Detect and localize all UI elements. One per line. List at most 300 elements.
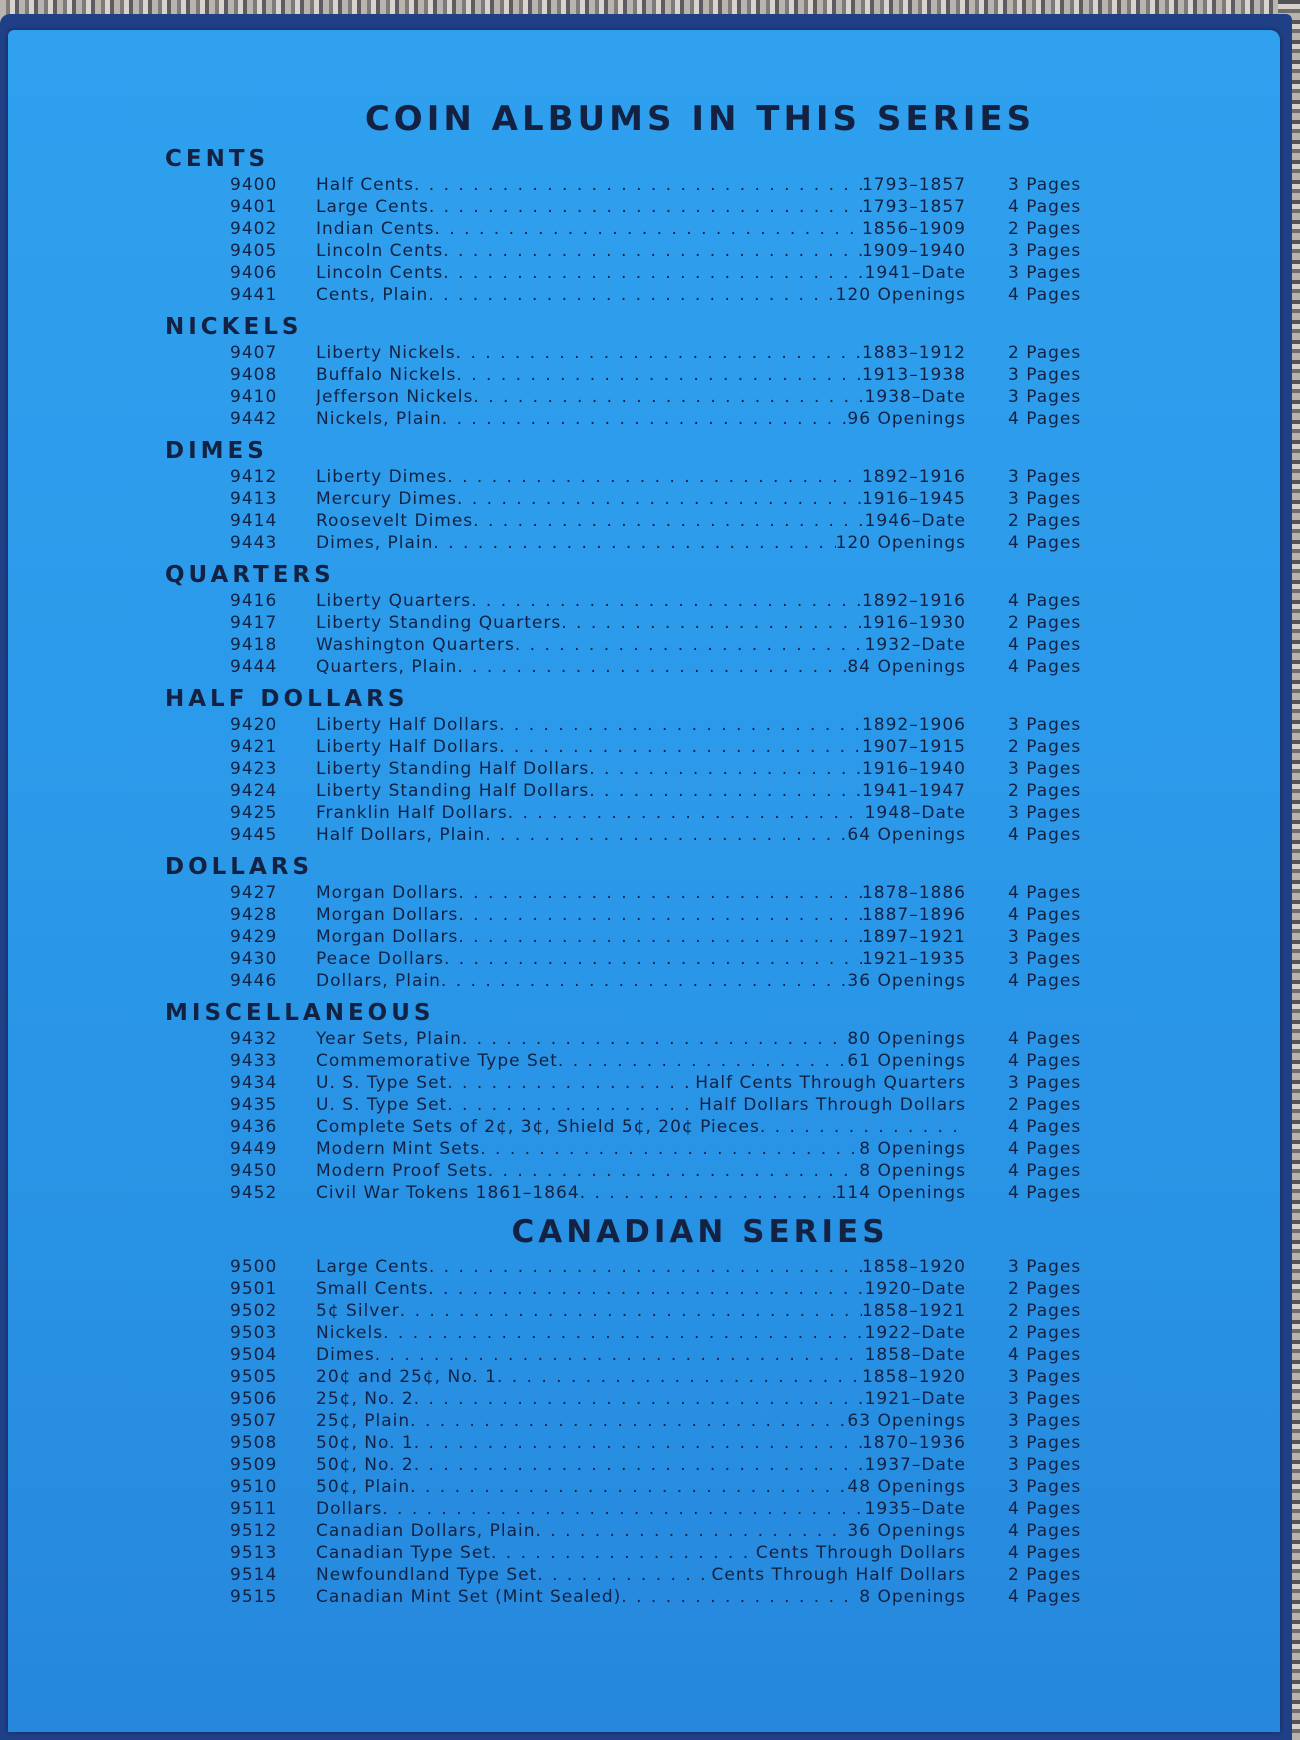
album-description-line [316, 1278, 966, 1300]
album-row [230, 408, 1095, 430]
section-heading: NICKELS [165, 314, 303, 340]
album-row [230, 262, 1095, 284]
album-range: 1921–1935 [861, 949, 966, 969]
section-heading: QUARTERS [165, 562, 335, 588]
dot-leader [485, 824, 847, 846]
album-pages: 4 Pages [1008, 1139, 1082, 1159]
album-number: 9424 [230, 781, 278, 801]
album-description-line [316, 1116, 966, 1138]
album-number: 9407 [230, 343, 278, 363]
album-number: 9509 [230, 1455, 278, 1475]
album-row [230, 386, 1095, 408]
album-row [230, 926, 1095, 948]
dot-leader [433, 532, 835, 554]
album-description: U. S. Type Set [316, 1073, 448, 1093]
dot-leader [447, 466, 862, 488]
album-pages: 4 Pages [1008, 635, 1082, 655]
album-description-line [316, 656, 966, 678]
album-row [230, 284, 1095, 306]
album-number: 9444 [230, 657, 278, 677]
album-number: 9511 [230, 1499, 278, 1519]
album-number: 9400 [230, 175, 278, 195]
album-row [230, 1278, 1095, 1300]
album-description: Dollars, Plain [316, 971, 441, 991]
album-range: 1856–1909 [861, 219, 966, 239]
album-number: 9505 [230, 1367, 278, 1387]
album-number: 9428 [230, 905, 278, 925]
album-description: Canadian Mint Set (Mint Sealed) [316, 1587, 622, 1607]
album-row [230, 174, 1095, 196]
album-row [230, 634, 1095, 656]
dot-leader [458, 904, 862, 926]
album-pages: 3 Pages [1008, 1389, 1082, 1409]
album-description-line [316, 174, 966, 196]
album-row [230, 1116, 1095, 1138]
album-description-line [316, 1586, 966, 1608]
album-description-line [316, 1344, 966, 1366]
album-range: 120 Openings [835, 285, 966, 305]
dot-leader [508, 802, 865, 824]
album-description: 25¢, Plain [316, 1411, 411, 1431]
album-description-line [316, 532, 966, 554]
album-description: Washington Quarters [316, 635, 515, 655]
album-description-line [316, 1322, 966, 1344]
album-row [230, 1476, 1095, 1498]
album-list [230, 174, 1095, 306]
album-description-line [316, 590, 966, 612]
album-pages: 3 Pages [1008, 759, 1082, 779]
album-description: Liberty Standing Half Dollars [316, 781, 590, 801]
album-row [230, 882, 1095, 904]
dot-leader [537, 1564, 711, 1586]
dot-leader [428, 1278, 864, 1300]
dot-leader [429, 1256, 862, 1278]
dot-leader [442, 408, 848, 430]
dot-leader [414, 174, 862, 196]
dot-leader [499, 714, 862, 736]
album-row [230, 590, 1095, 612]
album-pages: 4 Pages [1008, 657, 1082, 677]
album-row [230, 1498, 1095, 1520]
album-number: 9450 [230, 1161, 278, 1181]
album-pages: 3 Pages [1008, 263, 1082, 283]
section-dollars [165, 852, 1095, 992]
album-number: 9435 [230, 1095, 278, 1115]
album-number: 9433 [230, 1051, 278, 1071]
album-description: Lincoln Cents [316, 241, 444, 261]
album-range: 1937–Date [864, 1455, 966, 1475]
album-row [230, 1182, 1095, 1204]
album-pages: 3 Pages [1008, 1455, 1082, 1475]
album-description-line [316, 1366, 966, 1388]
album-description-line [316, 780, 966, 802]
album-range: 8 Openings [859, 1587, 966, 1607]
album-number: 9420 [230, 715, 278, 735]
dot-leader [414, 1432, 862, 1454]
album-pages: 3 Pages [1008, 927, 1082, 947]
album-number: 9423 [230, 759, 278, 779]
section-heading: CENTS [165, 146, 270, 172]
dot-leader [414, 1454, 865, 1476]
album-number: 9417 [230, 613, 278, 633]
album-pages: 4 Pages [1008, 883, 1082, 903]
album-row [230, 948, 1095, 970]
dot-leader [471, 590, 862, 612]
album-pages: 3 Pages [1008, 241, 1082, 261]
album-description: Commemorative Type Set [316, 1051, 558, 1071]
album-row [230, 1322, 1095, 1344]
dot-leader [515, 634, 865, 656]
album-pages: 3 Pages [1008, 715, 1082, 735]
album-range: 1883–1912 [861, 343, 966, 363]
album-number: 9445 [230, 825, 278, 845]
dot-leader [473, 386, 864, 408]
album-description: Liberty Dimes [316, 467, 448, 487]
album-number: 9513 [230, 1543, 278, 1563]
album-description-line [316, 1564, 966, 1586]
album-description: Morgan Dollars [316, 927, 459, 947]
album-pages: 4 Pages [1008, 1117, 1082, 1137]
album-number: 9512 [230, 1521, 278, 1541]
album-description-line [316, 1388, 966, 1410]
album-pages: 4 Pages [1008, 825, 1082, 845]
album-description: Civil War Tokens 1861–1864 [316, 1183, 580, 1203]
album-row [230, 1564, 1095, 1586]
album-row [230, 1300, 1095, 1322]
album-row [230, 1366, 1095, 1388]
us-sections [165, 144, 1095, 1204]
album-pages: 4 Pages [1008, 1051, 1082, 1071]
album-range: 61 Openings [847, 1051, 966, 1071]
album-row [230, 780, 1095, 802]
album-pages: 4 Pages [1008, 1499, 1082, 1519]
album-pages: 4 Pages [1008, 971, 1082, 991]
album-description: Indian Cents [316, 219, 435, 239]
album-description-line [316, 510, 966, 532]
section-miscellaneous [165, 998, 1095, 1204]
album-row [230, 1454, 1095, 1476]
section-heading: MISCELLANEOUS [165, 1000, 435, 1026]
album-list [230, 466, 1095, 554]
album-number: 9429 [230, 927, 278, 947]
album-range: 1892–1916 [861, 467, 966, 487]
album-description-line [316, 240, 966, 262]
album-description: Half Cents [316, 175, 414, 195]
canadian-series-title: CANADIAN SERIES [511, 1214, 889, 1250]
album-description-line [316, 948, 966, 970]
album-description: 50¢, No. 1 [316, 1433, 414, 1453]
album-number: 9500 [230, 1257, 278, 1277]
album-description-line [316, 488, 966, 510]
album-description: Liberty Half Dollars [316, 715, 500, 735]
album-row [230, 1072, 1095, 1094]
album-description: Liberty Standing Quarters [316, 613, 562, 633]
album-list [230, 882, 1095, 992]
album-number: 9432 [230, 1029, 278, 1049]
album-range: 1932–Date [864, 635, 966, 655]
album-pages: 4 Pages [1008, 1183, 1082, 1203]
album-row [230, 1256, 1095, 1278]
page-title: COIN ALBUMS IN THIS SERIES [364, 99, 1036, 139]
album-number: 9449 [230, 1139, 278, 1159]
dot-leader [589, 780, 862, 802]
album-range: 1870–1936 [861, 1433, 966, 1453]
album-pages: 3 Pages [1008, 175, 1082, 195]
album-description: Liberty Half Dollars [316, 737, 500, 757]
album-list [230, 1028, 1095, 1204]
album-number: 9421 [230, 737, 278, 757]
album-description-line [316, 1028, 966, 1050]
album-pages: 4 Pages [1008, 905, 1082, 925]
album-list [230, 590, 1095, 678]
album-pages: 3 Pages [1008, 1367, 1082, 1387]
dot-leader [589, 758, 862, 780]
album-description-line [316, 1182, 966, 1204]
canadian-series-list [230, 1256, 1095, 1608]
album-range: 114 Openings [835, 1183, 966, 1203]
album-number: 9414 [230, 511, 278, 531]
dot-leader [499, 736, 862, 758]
album-description: Franklin Half Dollars [316, 803, 508, 823]
album-description: Modern Proof Sets [316, 1161, 488, 1181]
album-description: 25¢, No. 2 [316, 1389, 414, 1409]
album-description-line [316, 904, 966, 926]
album-pages: 2 Pages [1008, 511, 1082, 531]
album-row [230, 1542, 1095, 1564]
album-pages: 4 Pages [1008, 1521, 1082, 1541]
dot-leader [473, 510, 864, 532]
album-range: 1793–1857 [861, 175, 966, 195]
album-range: 1858–Date [864, 1345, 966, 1365]
album-number: 9514 [230, 1565, 278, 1585]
album-range: 64 Openings [847, 825, 966, 845]
album-row [230, 1410, 1095, 1432]
album-number: 9442 [230, 409, 278, 429]
dot-leader [497, 1366, 862, 1388]
album-number: 9510 [230, 1477, 278, 1497]
album-description: 20¢ and 25¢, No. 1 [316, 1367, 497, 1387]
album-pages: 3 Pages [1008, 365, 1082, 385]
album-row [230, 1344, 1095, 1366]
dot-leader [435, 218, 862, 240]
album-pages: 2 Pages [1008, 343, 1082, 363]
album-description: Half Dollars, Plain [316, 825, 486, 845]
album-description-line [316, 386, 966, 408]
album-description-line [316, 364, 966, 386]
album-number: 9503 [230, 1323, 278, 1343]
album-range: 1793–1857 [861, 197, 966, 217]
album-number: 9507 [230, 1411, 278, 1431]
album-description-line [316, 262, 966, 284]
album-row [230, 466, 1095, 488]
album-range: 1892–1916 [861, 591, 966, 611]
album-description: Buffalo Nickels [316, 365, 457, 385]
dot-leader [410, 1410, 847, 1432]
album-description: Dimes [316, 1345, 375, 1365]
album-range: 1858–1921 [861, 1301, 966, 1321]
album-range: 1878–1886 [861, 883, 966, 903]
album-row [230, 758, 1095, 780]
dot-leader [441, 970, 848, 992]
album-description: Quarters, Plain [316, 657, 458, 677]
album-pages: 3 Pages [1008, 1411, 1082, 1431]
album-description: Small Cents [316, 1279, 429, 1299]
album-row [230, 612, 1095, 634]
dot-leader [558, 1050, 848, 1072]
album-row [230, 510, 1095, 532]
album-range: Cents Through Half Dollars [711, 1565, 966, 1585]
album-range: 1941–1947 [861, 781, 966, 801]
album-number: 9416 [230, 591, 278, 611]
dot-leader [480, 1138, 859, 1160]
album-range: 36 Openings [847, 1521, 966, 1541]
album-range: 1858–1920 [861, 1367, 966, 1387]
album-description-line [316, 466, 966, 488]
album-description: Liberty Standing Half Dollars [316, 759, 590, 779]
album-row [230, 824, 1095, 846]
album-description-line [316, 758, 966, 780]
album-description: 50¢, No. 2 [316, 1455, 414, 1475]
dot-leader [580, 1182, 836, 1204]
album-description-line [316, 1432, 966, 1454]
album-row [230, 1028, 1095, 1050]
album-number: 9427 [230, 883, 278, 903]
album-pages: 4 Pages [1008, 1587, 1082, 1607]
album-row [230, 970, 1095, 992]
album-range: 1897–1921 [861, 927, 966, 947]
album-description-line [316, 714, 966, 736]
album-list [230, 342, 1095, 430]
album-row [230, 656, 1095, 678]
album-pages: 4 Pages [1008, 285, 1082, 305]
album-description-line [316, 1542, 966, 1564]
album-description: Large Cents [316, 197, 429, 217]
album-row [230, 714, 1095, 736]
dot-leader [456, 342, 862, 364]
album-description-line [316, 284, 966, 306]
album-description-line [316, 1094, 966, 1116]
album-row [230, 1094, 1095, 1116]
album-number: 9418 [230, 635, 278, 655]
album-description: Peace Dollars [316, 949, 444, 969]
album-row [230, 1050, 1095, 1072]
album-pages: 2 Pages [1008, 613, 1082, 633]
dot-leader [760, 1116, 966, 1138]
dot-leader [491, 1542, 756, 1564]
album-pages: 3 Pages [1008, 949, 1082, 969]
album-pages: 4 Pages [1008, 1029, 1082, 1049]
catalog-content [165, 96, 1095, 1608]
album-row [230, 240, 1095, 262]
album-pages: 3 Pages [1008, 1073, 1082, 1093]
dot-leader [428, 284, 835, 306]
section-quarters [165, 560, 1095, 678]
album-description: Nickels [316, 1323, 384, 1343]
album-range: 1938–Date [864, 387, 966, 407]
album-description: 5¢ Silver [316, 1301, 400, 1321]
album-pages: 2 Pages [1008, 219, 1082, 239]
album-description: Mercury Dimes [316, 489, 458, 509]
album-description: Morgan Dollars [316, 905, 459, 925]
album-range: 1907–1915 [861, 737, 966, 757]
album-pages: 3 Pages [1008, 467, 1082, 487]
album-number: 9515 [230, 1587, 278, 1607]
album-number: 9405 [230, 241, 278, 261]
album-number: 9436 [230, 1117, 278, 1137]
dot-leader [447, 1072, 695, 1094]
album-range: 48 Openings [847, 1477, 966, 1497]
album-row [230, 736, 1095, 758]
dot-leader [429, 196, 862, 218]
album-description-line [316, 1454, 966, 1476]
album-description-line [316, 824, 966, 846]
album-description-line [316, 1410, 966, 1432]
album-description-line [316, 970, 966, 992]
dot-leader [443, 262, 864, 284]
album-number: 9441 [230, 285, 278, 305]
album-number: 9452 [230, 1183, 278, 1203]
album-description: Jefferson Nickels [316, 387, 474, 407]
album-description-line [316, 218, 966, 240]
album-number: 9502 [230, 1301, 278, 1321]
dot-leader [383, 1322, 865, 1344]
dot-leader [410, 1476, 847, 1498]
album-range: 96 Openings [847, 409, 966, 429]
album-range: 1916–1940 [861, 759, 966, 779]
album-pages: 4 Pages [1008, 533, 1082, 553]
album-description: Canadian Dollars, Plain [316, 1521, 536, 1541]
album-description-line [316, 196, 966, 218]
album-range: 1920–Date [864, 1279, 966, 1299]
album-description-line [316, 1256, 966, 1278]
album-description: Nickels, Plain [316, 409, 442, 429]
dot-leader [457, 488, 862, 510]
section-heading: HALF DOLLARS [165, 686, 409, 712]
album-range: 1916–1930 [861, 613, 966, 633]
album-pages: 4 Pages [1008, 409, 1082, 429]
album-row [230, 196, 1095, 218]
album-number: 9446 [230, 971, 278, 991]
album-range: 1921–Date [864, 1389, 966, 1409]
album-range: 8 Openings [859, 1161, 966, 1181]
album-pages: 2 Pages [1008, 1323, 1082, 1343]
album-description-line [316, 1300, 966, 1322]
album-description: Cents, Plain [316, 285, 429, 305]
dot-leader [458, 926, 862, 948]
album-number: 9406 [230, 263, 278, 283]
album-number: 9504 [230, 1345, 278, 1365]
album-pages: 4 Pages [1008, 1161, 1082, 1181]
album-number: 9402 [230, 219, 278, 239]
album-row [230, 1520, 1095, 1542]
album-number: 9425 [230, 803, 278, 823]
album-description: Newfoundland Type Set [316, 1565, 538, 1585]
album-range: Half Dollars Through Dollars [698, 1095, 966, 1115]
album-range: 63 Openings [847, 1411, 966, 1431]
dot-leader [382, 1498, 864, 1520]
section-nickels [165, 312, 1095, 430]
album-pages: 4 Pages [1008, 1345, 1082, 1365]
album-row [230, 488, 1095, 510]
album-row [230, 218, 1095, 240]
album-range: 84 Openings [847, 657, 966, 677]
album-range: 80 Openings [847, 1029, 966, 1049]
dot-leader [462, 1028, 848, 1050]
album-range: 1909–1940 [861, 241, 966, 261]
album-description-line [316, 1072, 966, 1094]
album-row [230, 1388, 1095, 1410]
album-pages: 2 Pages [1008, 781, 1082, 801]
